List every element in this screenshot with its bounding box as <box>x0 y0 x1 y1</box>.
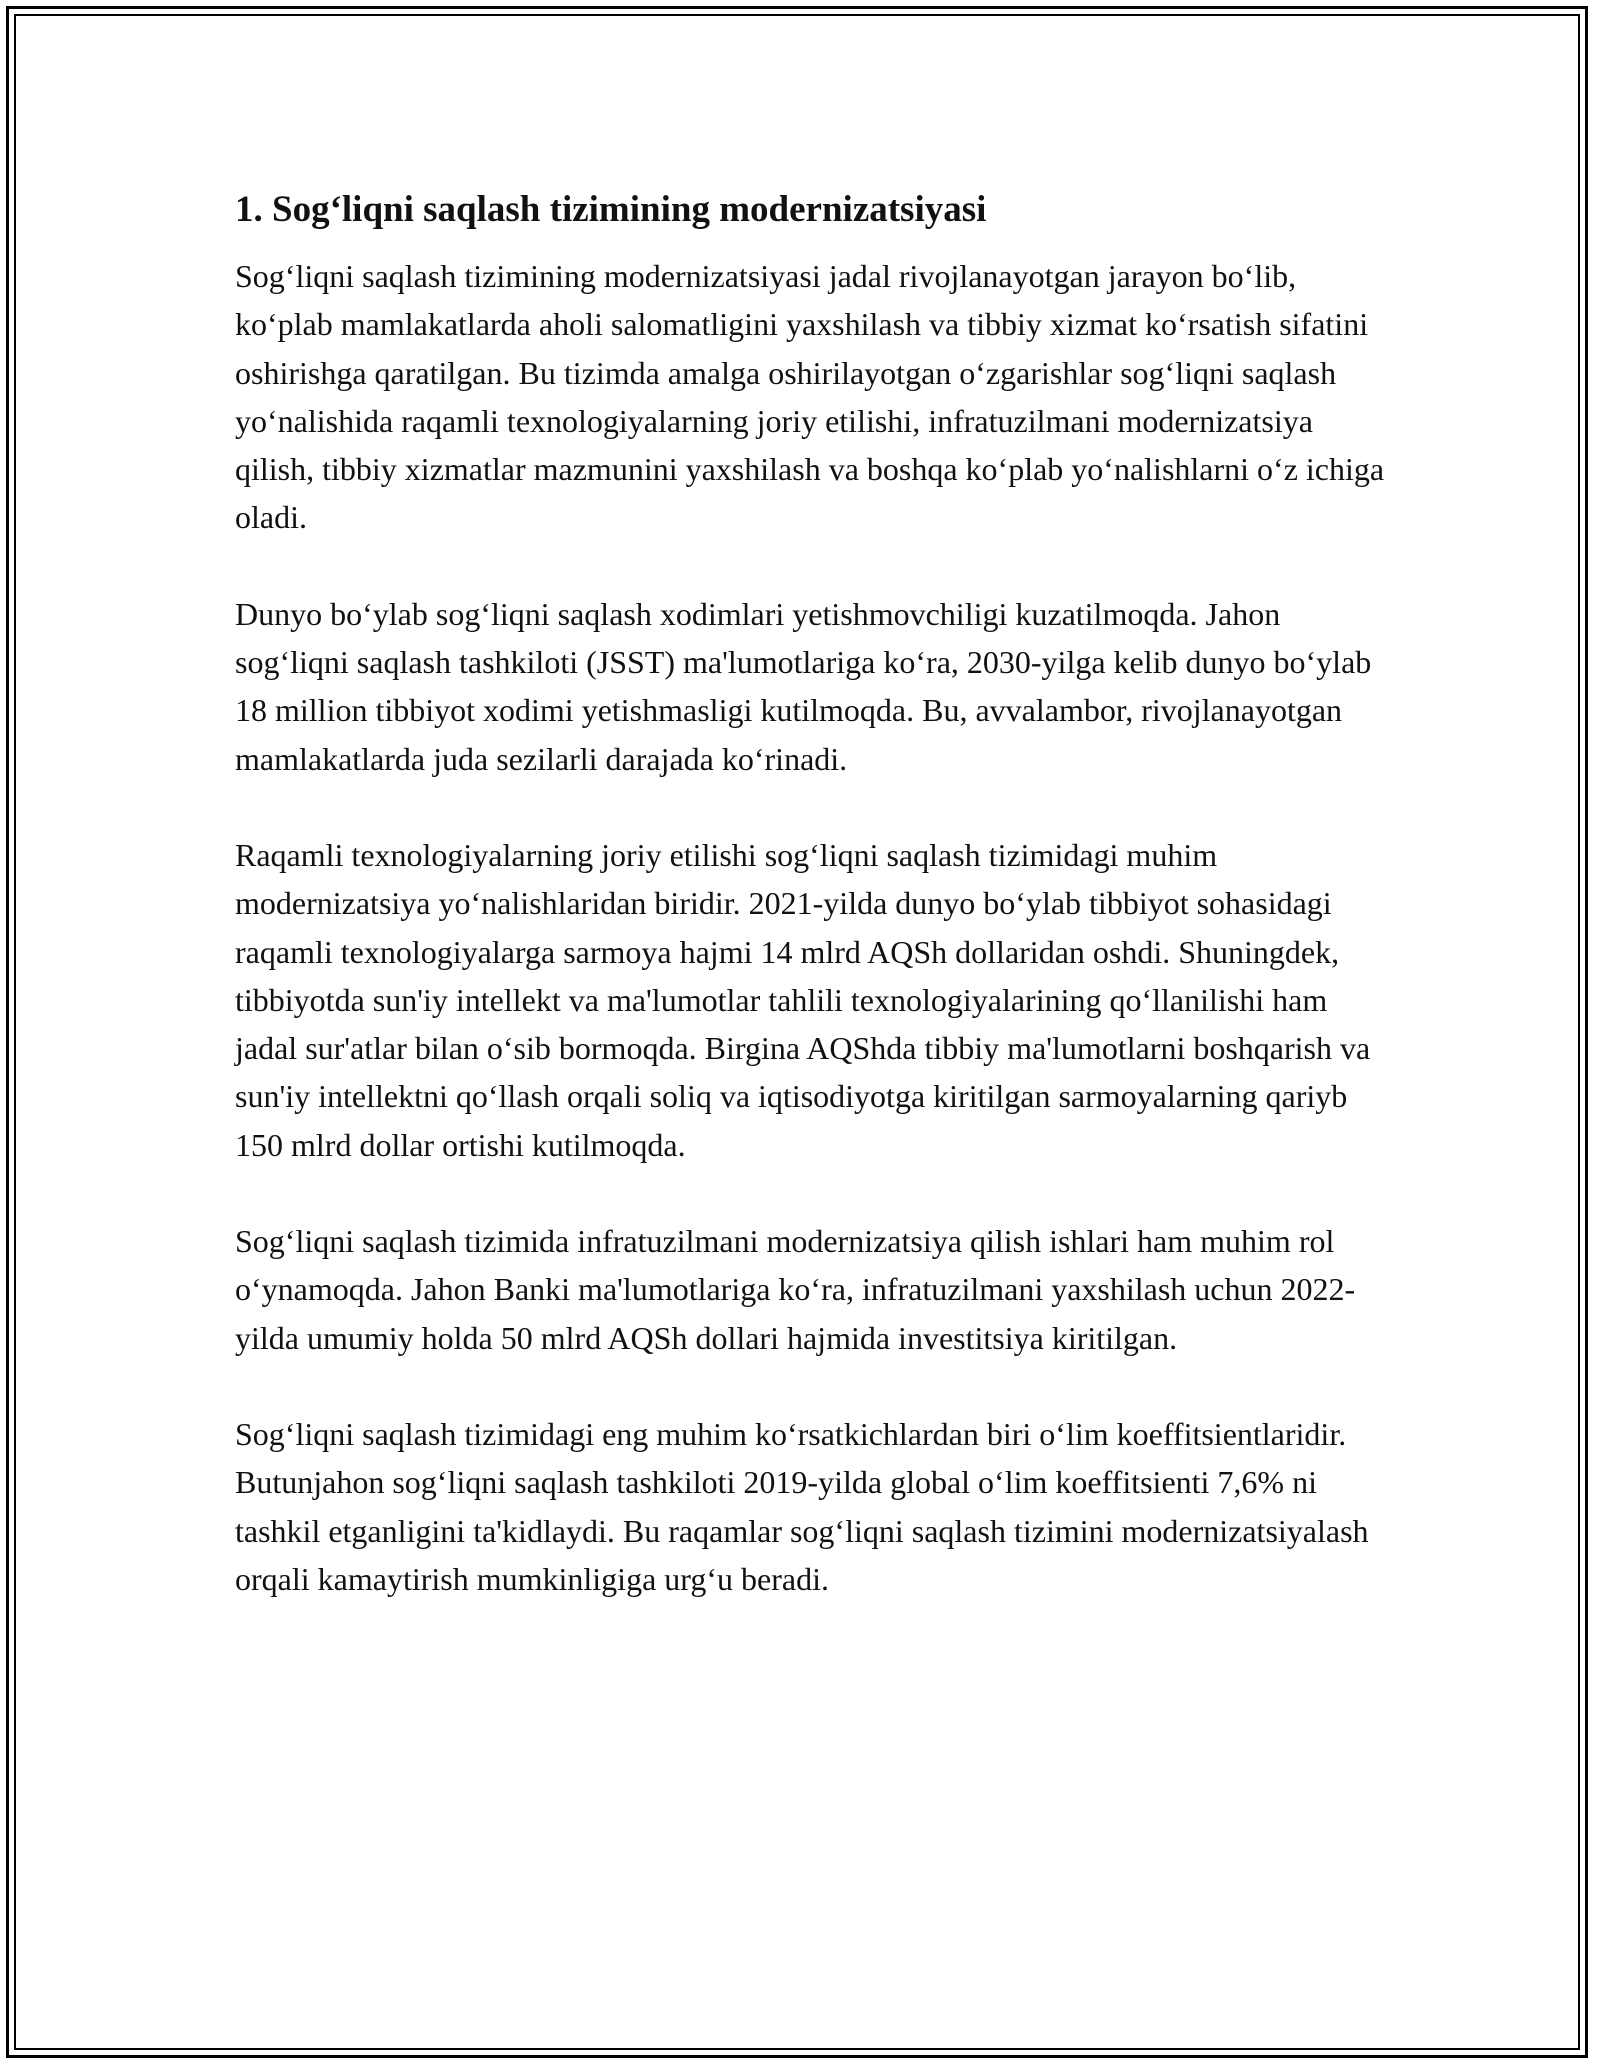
paragraph-infrastructure: Sog‘liqni saqlash tizimida infratuzilmani modernizatsiya qilish ishlari ham muhim rol o‘ynamoqda. Jahon Banki ma'lumotlariga ko‘ra, infratuzilmani yaxshilash uchun 2022-yilda umumiy holda 50 mlrd AQSh dollari hajmida investitsiya kiritilgan. <box>235 1223 1356 1356</box>
paragraph-staff-shortage: Dunyo bo‘ylab sog‘liqni saqlash xodimlari yetishmovchiligi kuzatilmoqda. Jahon sog‘liqni saqlash tashkiloti (JSST) ma'lumotlariga ko‘ra, 2030-yilga kelib dunyo bo‘ylab 18 million tibbiyot xodimi yetishmasligi kutilmoqda. Bu, avvalambor, rivojlanayotgan mamlakatlarda juda sezilarli darajada ko‘rinadi. <box>235 595 1372 777</box>
paragraph-modernization-intro: Sog‘liqni saqlash tizimining modernizatsiyasi jadal rivojlanayotgan jarayon bo‘lib, ko‘plab mamlakatlarda aholi salomatligini yaxshilash va tibbiy xizmat ko‘rsatish sifatini oshirishga qaratilgan. Bu tizimda amalga oshirilayotgan o‘zgarishlar sog‘liqni saqlash yo‘nalishida raqamli texnologiyalarning joriy etilishi, infratuzilmani modernizatsiya qilish, tibbiy xizmatlar mazmunini yaxshilash va boshqa ko‘plab yo‘nalishlarni o‘z ichiga oladi. <box>235 258 1385 536</box>
section-heading: 1. Sog‘liqni saqlash tizimining modernizatsiyasi <box>235 189 987 230</box>
paragraph-mortality: Sog‘liqni saqlash tizimidagi eng muhim ko‘rsatkichlardan biri o‘lim koeffitsientlaridir. Butunjahon sog‘liqni saqlash tashkiloti 2019-yilda global o‘lim koeffitsienti 7,6% ni tashkil etganligini ta'kidlaydi. Bu raqamlar sog‘liqni saqlash tizimini modernizatsiyalash orqali kamaytirish mumkinligiga urg‘u beradi. <box>235 1415 1369 1597</box>
document-page <box>235 186 1385 1651</box>
paragraph-digital-technologies: Raqamli texnologiyalarning joriy etilishi sog‘liqni saqlash tizimidagi muhim modernizatsiya yo‘nalishlaridan biridir. 2021-yilda dunyo bo‘ylab tibbiyot sohasidagi raqamli texnologiyalarga sarmoya hajmi 14 mlrd AQSh dollaridan oshdi. Shuningdek, tibbiyotda sun'iy intellekt va ma'lumotlar tahlili texnologiyalarining qo‘llanilishi ham jadal sur'atlar bilan o‘sib bormoqda. Birgina AQShda tibbiy ma'lumotlarni boshqarish va sun'iy intellektni qo‘llash orqali soliq va iqtisodiyotga kiritilgan sarmoyalarning qariyb 150 mlrd dollar ortishi kutilmoqda. <box>235 836 1371 1163</box>
